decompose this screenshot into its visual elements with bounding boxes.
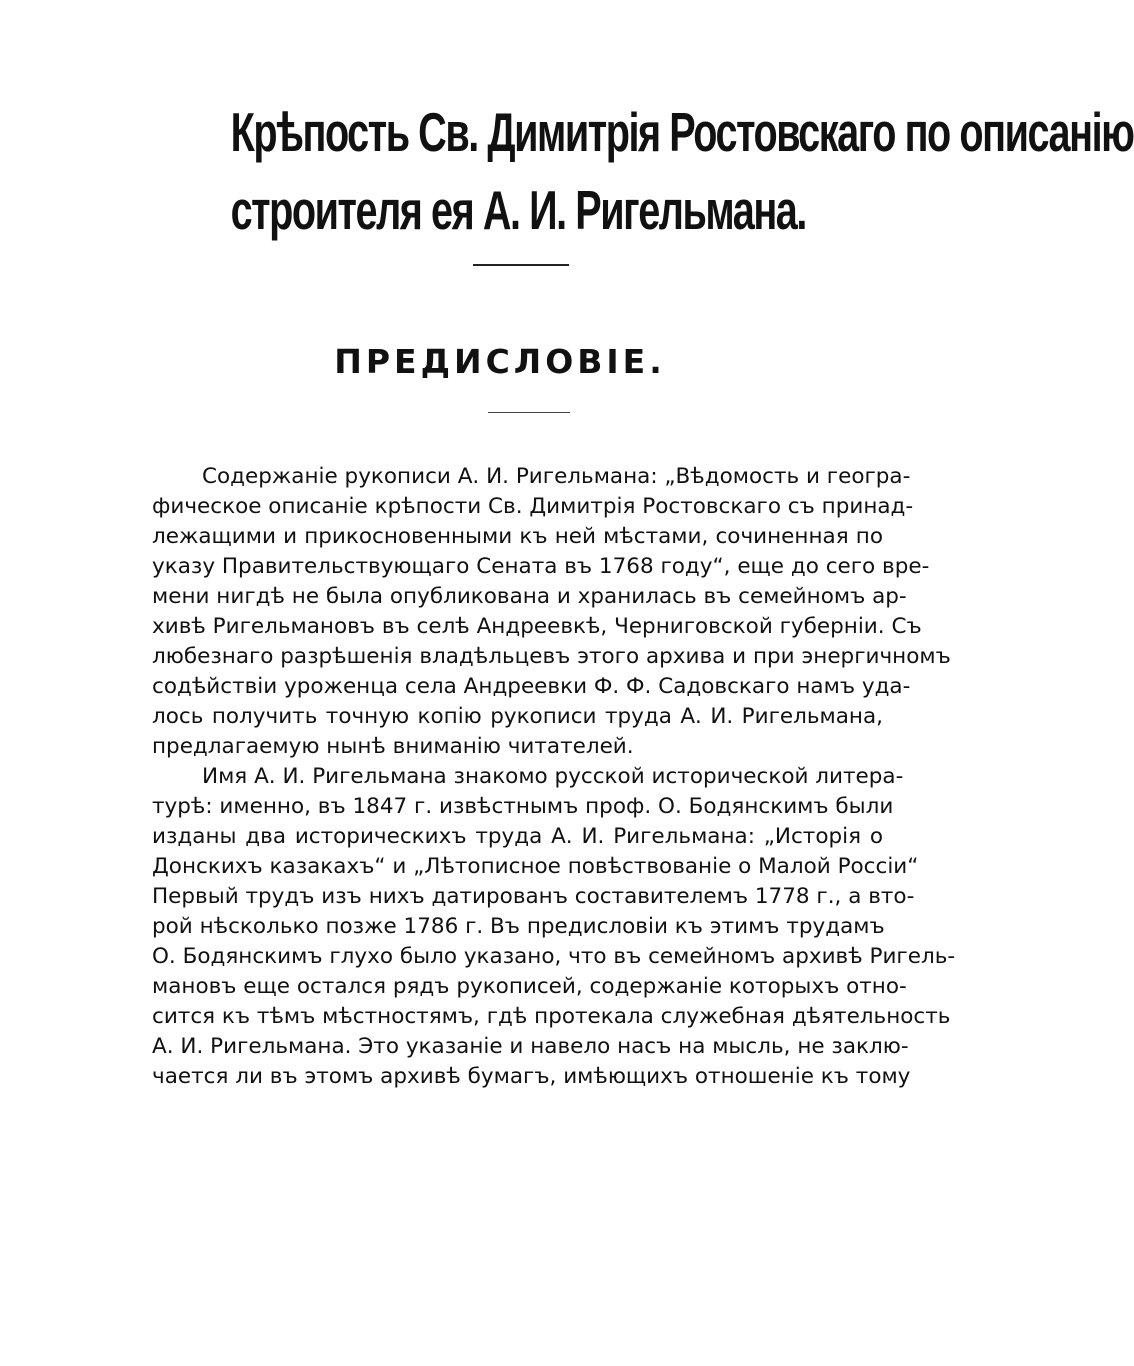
paragraph-line: Имя А. И. Ригельмана знакомо русской исторической литера- <box>202 764 904 789</box>
paragraph-line: Первый трудъ изъ нихъ датированъ составителемъ 1778 г., а вто- <box>152 884 915 909</box>
paragraph-line: содѣйствіи уроженца села Андреевки Ф. Ф. Садовскаго намъ уда- <box>152 674 911 699</box>
paragraph-line: любезнаго разрѣшенія владѣльцевъ этого архива и при энергичномъ <box>152 644 951 669</box>
paragraph-line: изданы два историческихъ труда А. И. Ригельмана: „Исторія о <box>152 824 883 849</box>
paragraph-line: Донскихъ казакахъ“ и „Лѣтописное повѣствованіе о Малой Россіи“ <box>152 854 919 879</box>
paragraph-line: сится къ тѣмъ мѣстностямъ, гдѣ протекала служебная дѣятельность <box>152 1004 951 1029</box>
section-heading: ПРЕДИСЛОВІЕ. <box>334 342 666 381</box>
paragraph-line: предлагаемую нынѣ вниманію читателей. <box>152 734 634 759</box>
paragraph-line: указу Правительствующаго Сената въ 1768 году“, еще до сего вре- <box>152 554 930 579</box>
title-line-2: строителя ея А. И. Ригельмана. <box>230 179 806 241</box>
paragraph-2 <box>152 762 956 1092</box>
paragraph-line: рой нѣсколько позже 1786 г. Въ предисловіи къ этимъ трудамъ <box>152 914 885 939</box>
paragraph-line: О. Бодянскимъ глухо было указано, что въ семейномъ архивѣ Ригель- <box>152 944 956 969</box>
paragraph-line: турѣ: именно, въ 1847 г. извѣстнымъ проф. О. Бодянскимъ были <box>152 794 894 819</box>
title-line-1: Крѣпость Св. Димитрія Ростовскаго по описанію <box>230 101 1134 163</box>
paragraph-line: лежащими и прикосновенными къ ней мѣстами, сочиненная по <box>152 524 883 549</box>
title-divider <box>473 264 569 266</box>
heading-divider <box>488 412 570 413</box>
paragraph-line: мановъ еще остался рядъ рукописей, содержаніе которыхъ отно- <box>152 974 907 999</box>
paragraph-line: лось получить точную копію рукописи труда А. И. Ригельмана, <box>152 704 883 729</box>
paragraph-line: фическое описаніе крѣпости Св. Димитрія Ростовскаго съ принад- <box>152 494 914 519</box>
paragraph-line: А. И. Ригельмана. Это указаніе и навело насъ на мысль, не заклю- <box>152 1034 909 1059</box>
paragraph-line: мени нигдѣ не была опубликована и хранилась въ семейномъ ар- <box>152 584 907 609</box>
paragraph-1 <box>152 462 951 762</box>
paragraph-line: хивѣ Ригельмановъ въ селѣ Андреевкѣ, Черниговской губерніи. Съ <box>152 614 922 639</box>
paragraph-line: чается ли въ этомъ архивѣ бумагъ, имѣющихъ отношеніе къ тому <box>152 1064 911 1089</box>
paragraph-line: Содержаніе рукописи А. И. Ригельмана: „Вѣдомость и геогра- <box>202 464 911 489</box>
